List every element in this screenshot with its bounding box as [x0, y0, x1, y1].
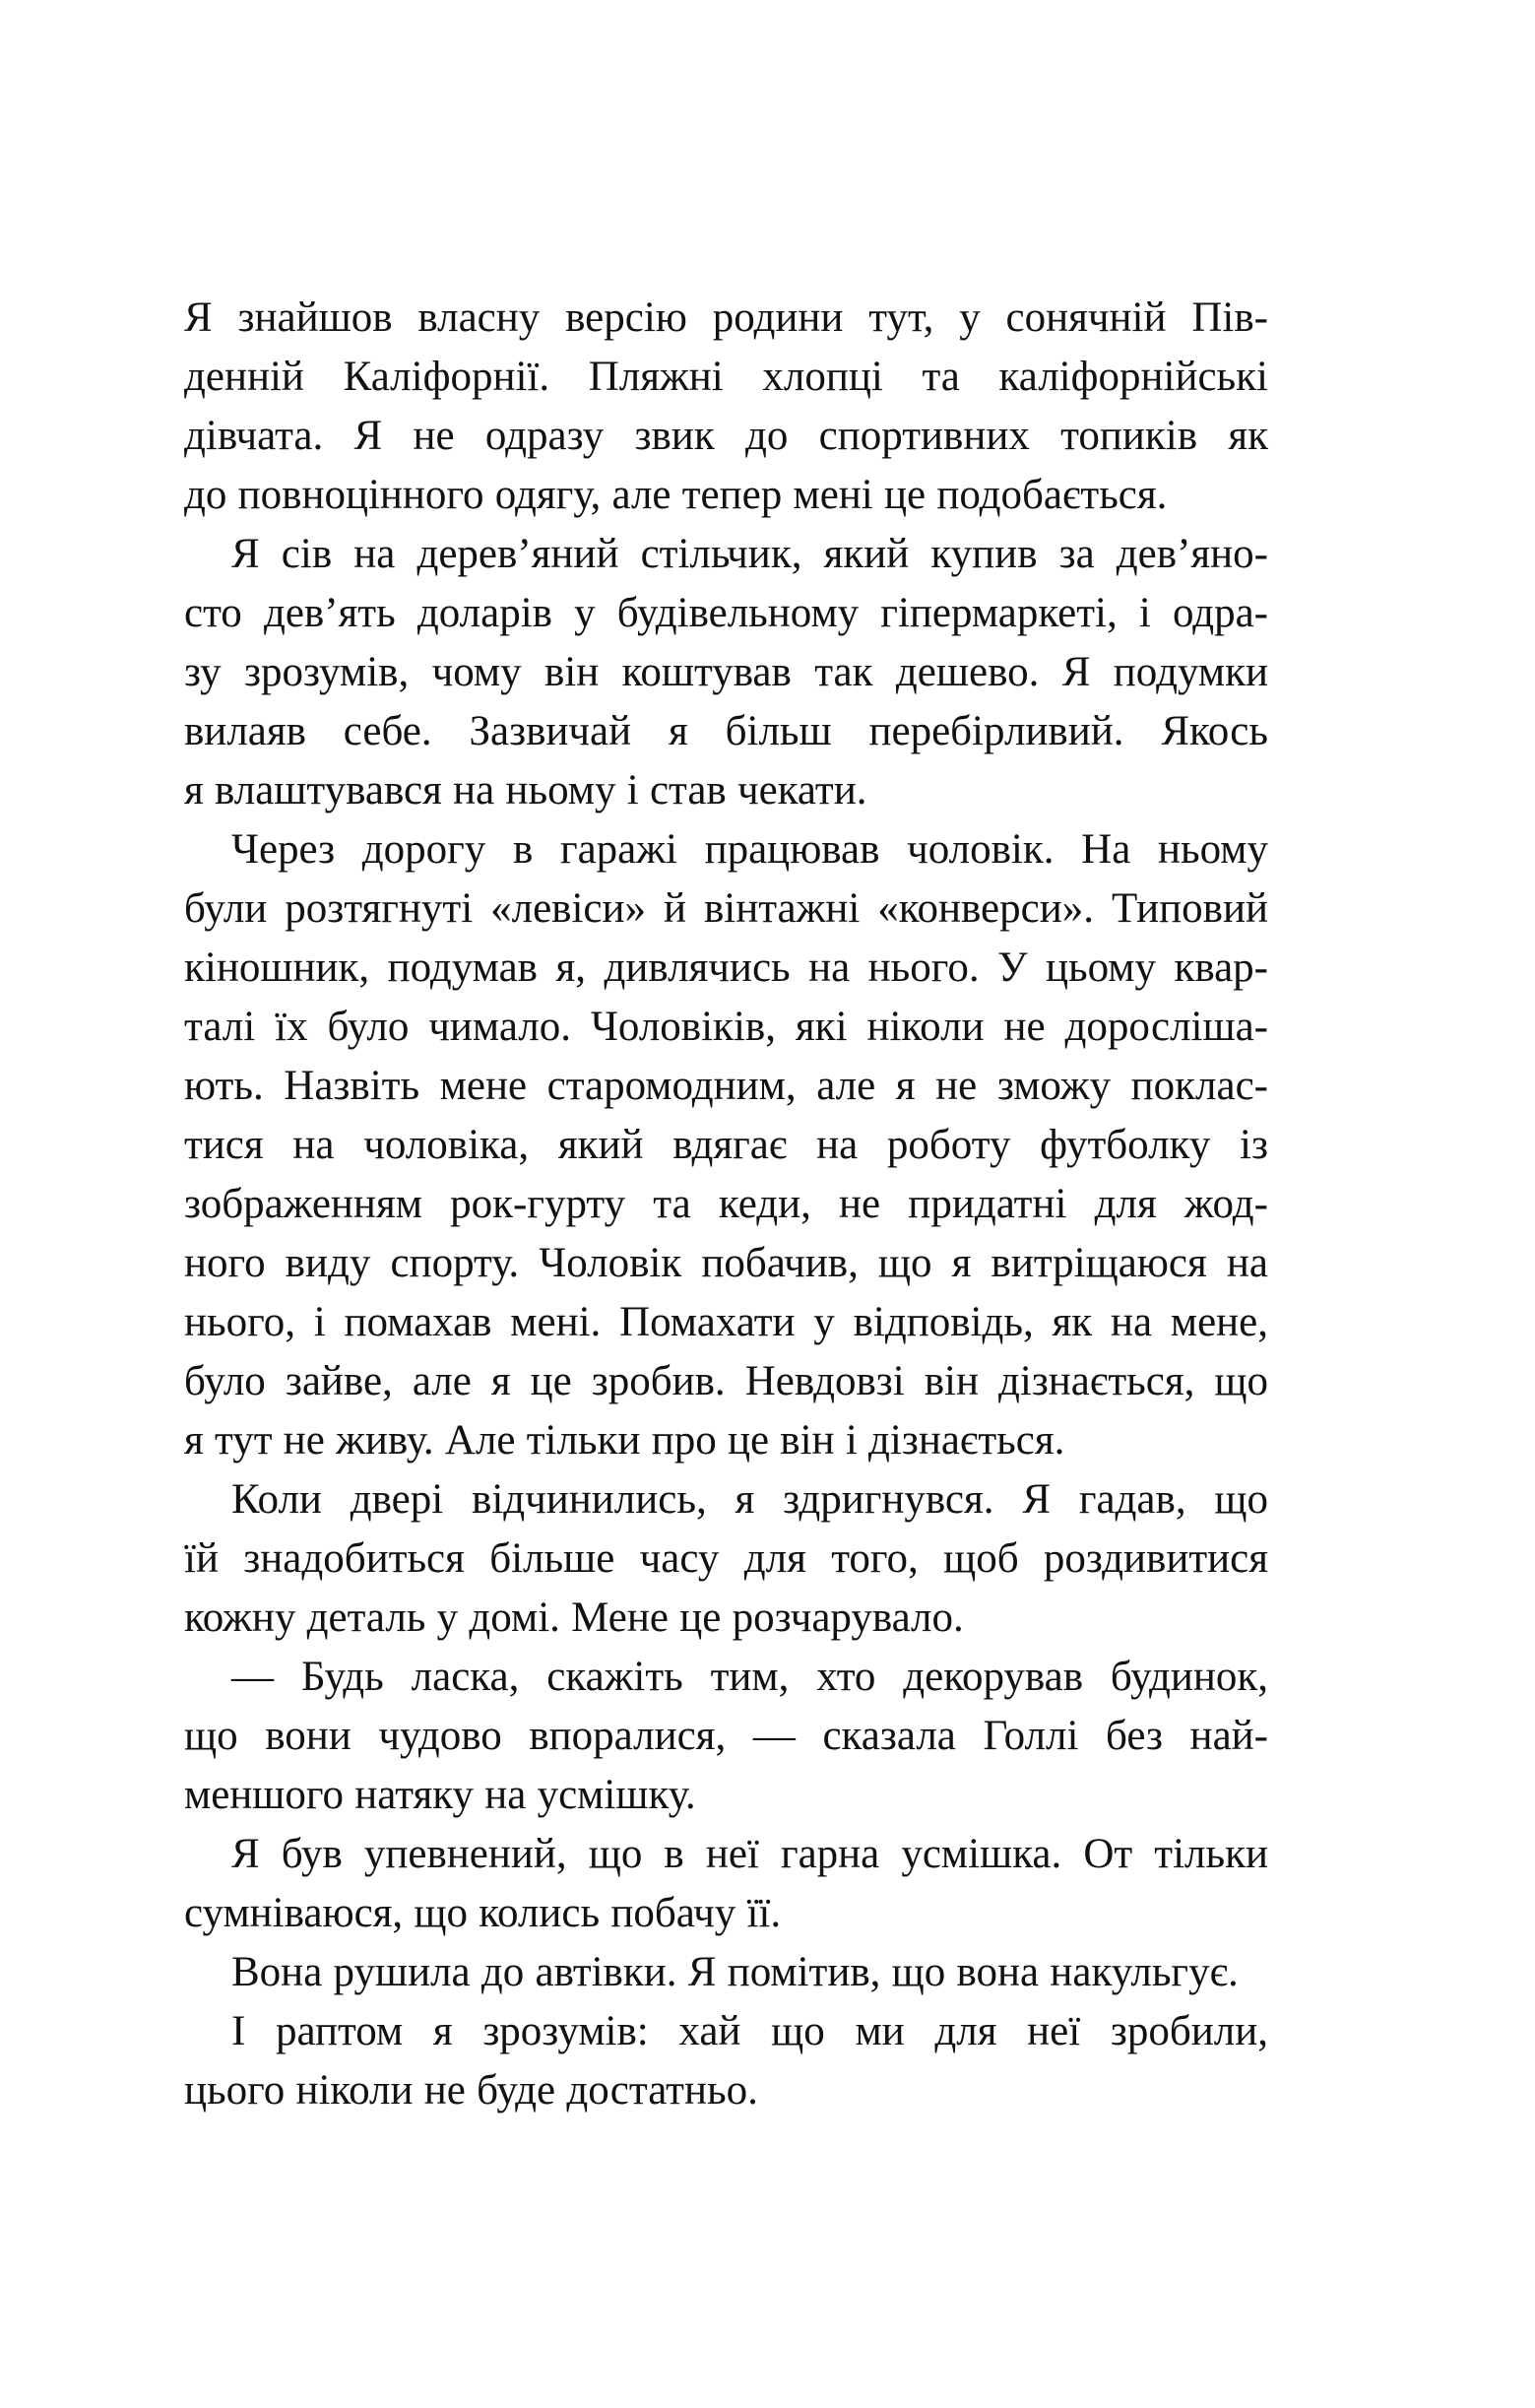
text-line: цього ніколи не буде достатньо.: [184, 2067, 758, 2114]
text-line: були розтягнуті «левіси» й вінтажні «конверси». Типовий: [184, 885, 1268, 932]
text-line: — Будь ласка, скажіть тим, хто декорував будинок,: [231, 1654, 1268, 1700]
text-line: кіношник, подумав я, дивлячись на нього. У цьому квар-: [184, 944, 1268, 991]
paragraph: [184, 1825, 1268, 1943]
text-line: Я сів на дерев’яний стільчик, який купив за дев’яно-: [231, 531, 1268, 577]
paragraph: [184, 2002, 1268, 2120]
text-line: Через дорогу в гаражі працював чоловік. На ньому: [231, 826, 1268, 873]
text-line: Коли двері відчинились, я здригнувся. Я гадав, що: [231, 1476, 1268, 1523]
text-line: ного виду спорту. Чоловік побачив, що я витріщаюся на: [184, 1240, 1268, 1286]
text-line: сумніваюся, що колись побачу її.: [184, 1890, 782, 1936]
text-line: дівчата. Я не одразу звик до спортивних топиків як: [184, 413, 1268, 459]
paragraph: [184, 1648, 1268, 1825]
text-line: я влаштувався на ньому і став чекати.: [184, 767, 867, 814]
text-line: тися на чоловіка, який вдягає на роботу футболку із: [184, 1122, 1268, 1168]
paragraph: [184, 525, 1268, 820]
paragraph: [184, 289, 1268, 525]
text-line: нього, і помахав мені. Помахати у відповідь, як на мене,: [184, 1299, 1268, 1345]
text-line: зу зрозумів, чому він коштував так дешево. Я подумки: [184, 649, 1268, 695]
text-line: І раптом я зрозумів: хай що ми для неї зробили,: [231, 2008, 1268, 2054]
paragraph: [184, 1470, 1268, 1648]
text-block: [184, 289, 1268, 2120]
text-line: сто дев’ять доларів у будівельному гіпермаркеті, і одра-: [184, 590, 1268, 636]
text-line: меншого натяку на усмішку.: [184, 1772, 696, 1818]
paragraph: [184, 820, 1268, 1470]
text-line: вилаяв себе. Зазвичай я більш перебірливий. Якось: [184, 708, 1268, 754]
text-line: ють. Назвіть мене старомодним, але я не зможу поклас-: [184, 1063, 1268, 1109]
text-line: денній Каліфорнії. Пляжні хлопці та каліфорнійські: [184, 354, 1268, 400]
text-line: було зайве, але я це зробив. Невдовзі він дізнається, що: [184, 1358, 1268, 1404]
text-line: я тут не живу. Але тільки про це він і дізнається.: [184, 1417, 1065, 1464]
text-line: Я знайшов власну версію родини тут, у сонячній Пів-: [184, 294, 1268, 341]
text-line: зображенням рок-гурту та кеди, не придатні для жод-: [184, 1181, 1268, 1227]
text-line: талі їх було чимало. Чоловіків, які ніколи не доросліша-: [184, 1004, 1268, 1050]
text-line: їй знадобиться більше часу для того, щоб роздивитися: [184, 1535, 1268, 1582]
text-line: що вони чудово впоралися, — сказала Голлі без най-: [184, 1713, 1268, 1759]
text-line: Вона рушила до автівки. Я помітив, що вона накульгує.: [231, 1949, 1239, 1995]
text-line: кожну деталь у домі. Мене це розчарувало.: [184, 1594, 964, 1641]
text-line: Я був упевнений, що в неї гарна усмішка. От тільки: [231, 1831, 1268, 1877]
text-line: до повноцінного одягу, але тепер мені це подобається.: [184, 472, 1168, 518]
paragraph: [184, 1943, 1268, 2002]
